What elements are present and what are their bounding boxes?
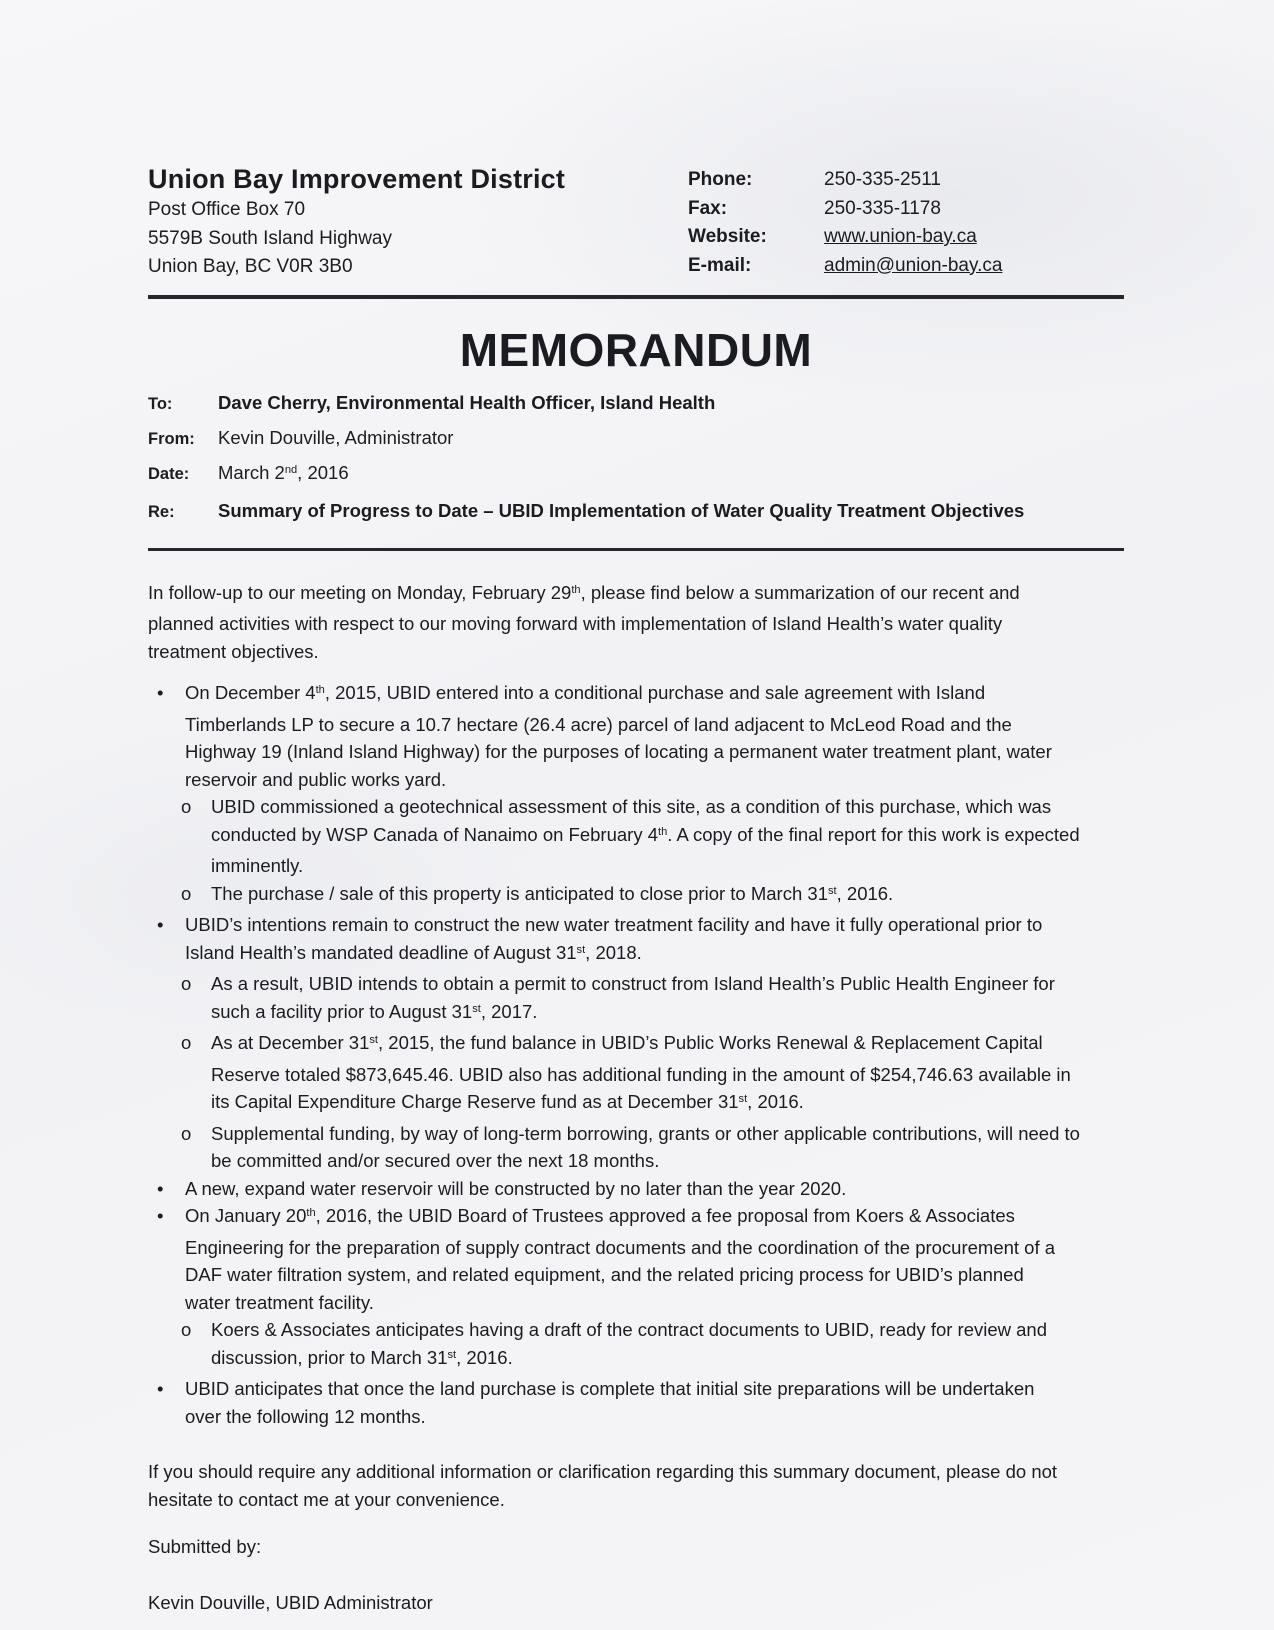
letterhead-contact-block xyxy=(688,166,1002,280)
sub-bullet-marker: o xyxy=(181,1122,192,1144)
bullet-marker: • xyxy=(157,1378,164,1399)
address-line: Union Bay, BC V0R 3B0 xyxy=(148,256,353,277)
sub-bullet-list xyxy=(148,793,1124,911)
sub-bullet-marker: o xyxy=(181,1032,192,1053)
email-link: admin@union-bay.ca xyxy=(824,254,1003,276)
bullet-marker: • xyxy=(157,1205,164,1226)
field-row-re xyxy=(148,500,1124,522)
bullet-marker: • xyxy=(157,914,164,935)
organization-name: Union Bay Improvement District xyxy=(148,164,566,194)
bullet-text: UBID anticipates that once the land purchase is complete that initial site preparations will be undertaken over the following 12 months. xyxy=(185,1378,1035,1427)
to-value: Dave Cherry, Environmental Health Officer, Island Health xyxy=(218,391,716,413)
address-line: Post Office Box 70 xyxy=(148,199,306,220)
from-value: Kevin Douville, Administrator xyxy=(218,426,454,448)
date-value: March 2nd, 2016 xyxy=(218,461,349,483)
bullet-item xyxy=(148,911,1124,1175)
re-label: Re: xyxy=(148,502,175,521)
fax-label: Fax: xyxy=(688,197,728,219)
phone-label: Phone: xyxy=(688,169,753,190)
re-value: Summary of Progress to Date – UBID Implementation of Water Quality Treatment Objectives xyxy=(218,499,1025,521)
contact-row xyxy=(688,166,1002,195)
website-label: Website: xyxy=(688,226,767,248)
phone-value: 250-335-2511 xyxy=(824,169,941,190)
sub-bullet-item xyxy=(181,880,1124,912)
contact-row xyxy=(688,195,1002,224)
bullet-item xyxy=(148,1375,1124,1430)
sub-bullet-marker: o xyxy=(181,882,192,904)
field-row-date xyxy=(148,462,1124,487)
bullet-text: UBID’s intentions remain to construct the new water treatment facility and have it fully operational prior to Island Health’s mandated deadline of August 31st, 2018. xyxy=(185,914,1043,963)
bullet-item xyxy=(148,1175,1124,1203)
signature-line: Kevin Douville, UBID Administrator xyxy=(148,1591,433,1613)
website-link: www.union-bay.ca xyxy=(824,226,977,248)
sub-bullet-text: As at December 31st, 2015, the fund balance in UBID’s Public Works Renewal & Replacement Capital Reserve totaled $873,645.46. UBID also has additional funding in the amount of $254,746.63 available in its Capital Expenditure Charge Reserve fund as at December 31st, 2016. xyxy=(211,1032,1071,1112)
memo-fields xyxy=(148,392,1124,522)
address-line: 5579B South Island Highway xyxy=(148,227,392,249)
field-row-from xyxy=(148,427,1124,449)
sub-bullet-text: Supplemental funding, by way of long-term borrowing, grants or other applicable contributions, will need to be committed and/or secured over the next 18 months. xyxy=(211,1122,1080,1171)
date-label: Date: xyxy=(148,464,190,483)
sub-bullet-item xyxy=(181,793,1124,880)
letterhead xyxy=(148,162,1124,282)
sub-bullet-text: As a result, UBID intends to obtain a permit to construct from Island Health’s Public Health Engineer for such a facility prior to August 31st, 2017. xyxy=(211,973,1055,1022)
bullet-text: On January 20th, 2016, the UBID Board of Trustees approved a fee proposal from Koers & Associates Engineering for the preparation of supply contract documents and the coordination of the procurement of a DAF water filtration system, and related equipment, and the related pricing process for UBID’s planned water treatment facility. xyxy=(185,1205,1056,1313)
bullet-text: A new, expand water reservoir will be constructed by no later than the year 2020. xyxy=(185,1177,847,1199)
sub-bullet-item xyxy=(181,1120,1124,1175)
sub-bullet-marker: o xyxy=(181,1319,192,1340)
bullet-item xyxy=(148,679,1124,911)
contact-row xyxy=(688,223,1002,252)
closing-paragraph: If you should require any additional information or clarification regarding this summary document, please do not hesitate to contact me at your convenience. xyxy=(148,1461,1058,1510)
sub-bullet-text: Koers & Associates anticipates having a draft of the contract documents to UBID, ready for review and discussion, prior to March 31st, 2016. xyxy=(211,1319,1048,1368)
bullet-list xyxy=(148,679,1124,1430)
sub-bullet-item xyxy=(181,1029,1124,1120)
sub-bullet-text: UBID commissioned a geotechnical assessment of this site, as a condition of this purchase, which was conducted by WSP Canada of Nanaimo on February 4th. A copy of the final report for this work is expected imminently. xyxy=(211,796,1080,876)
sub-bullet-list xyxy=(148,970,1124,1175)
sub-bullet-marker: o xyxy=(181,973,192,994)
intro-paragraph: In follow-up to our meeting on Monday, February 29th, please find below a summarization of our recent and planned activities with respect to our moving forward with implementation of Island Health’s water quality treatment objectives. xyxy=(148,581,1020,662)
bullet-text: On December 4th, 2015, UBID entered into a conditional purchase and sale agreement with Island Timberlands LP to secure a 10.7 hectare (26.4 acre) parcel of land adjacent to McLeod Road and the Highway 19 (Inland Island Highway) for the purposes of locating a permanent water treatment plant, water reservoir and public works yard. xyxy=(185,682,1052,790)
bullet-marker: • xyxy=(157,1177,164,1199)
memo-title: MEMORANDUM xyxy=(459,323,813,376)
letterhead-divider xyxy=(148,295,1124,299)
email-label: E-mail: xyxy=(688,254,752,276)
contact-row xyxy=(688,252,1002,281)
sub-bullet-item xyxy=(181,1316,1124,1375)
fax-value: 250-335-1178 xyxy=(824,197,941,219)
from-label: From: xyxy=(148,429,195,448)
sub-bullet-list xyxy=(148,1316,1124,1375)
submitted-by-label: Submitted by: xyxy=(148,1536,262,1557)
sub-bullet-text: The purchase / sale of this property is anticipated to close prior to March 31st, 2016. xyxy=(211,882,894,904)
sub-bullet-item xyxy=(181,970,1124,1029)
subject-divider xyxy=(148,548,1124,551)
field-row-to xyxy=(148,392,1124,414)
bullet-item xyxy=(148,1202,1124,1375)
to-label: To: xyxy=(148,394,173,413)
bullet-marker: • xyxy=(157,682,164,703)
sub-bullet-marker: o xyxy=(181,796,192,817)
